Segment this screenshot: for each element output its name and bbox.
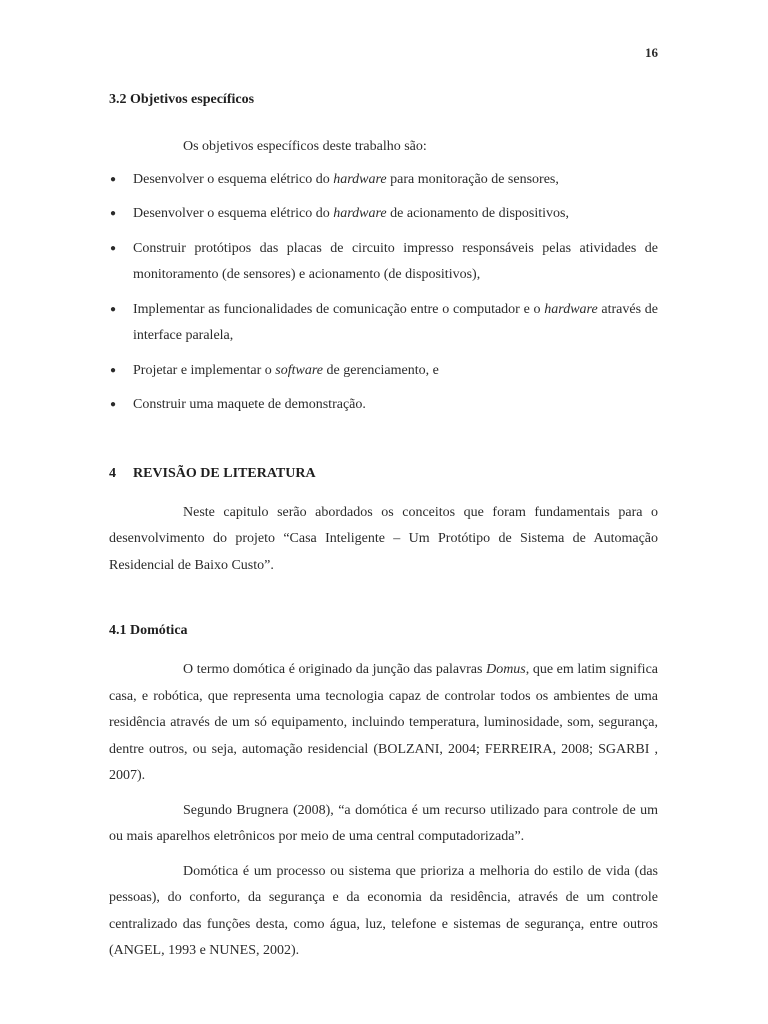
objetivo-item: ● Construir protótipos das placas de circuito impresso responsáveis pelas atividades de monitoramento (de sensores) e acionamento (de dispositivos),	[109, 236, 658, 289]
bullet-icon: ●	[110, 303, 117, 315]
bullet-icon: ●	[110, 364, 117, 376]
bullet-icon: ●	[110, 242, 117, 254]
domotica-paragraph-3: Domótica é um processo ou sistema que prioriza a melhoria do estilo de vida (das pessoas), do conforto, da segurança e da economia da residência, através de um controle centralizado das funções desta, como água, luz, telefone e sistemas de segurança, entre outros (ANGEL, 1993 e NUNES, 2002).	[109, 863, 658, 958]
objetivo-item: ● Projetar e implementar o software de gerenciamento, e	[109, 358, 658, 385]
heading-revisao-literatura: 4 REVISÃO DE LITERATURA	[109, 465, 316, 481]
bullet-icon: ●	[110, 173, 117, 185]
domotica-paragraph-2: Segundo Brugnera (2008), “a domótica é um recurso utilizado para controle de um ou mais aparelhos eletrônicos por meio de uma central computadorizada”.	[109, 802, 658, 844]
revisao-paragraph: Neste capitulo serão abordados os conceitos que foram fundamentais para o desenvolvimento do projeto “Casa Inteligente – Um Protótipo de Sistema de Automação Residencial de Baixo Custo”.	[109, 504, 658, 573]
page-number: 16	[645, 45, 658, 60]
bullet-icon: ●	[110, 208, 117, 219]
page-content	[109, 92, 658, 965]
heading-domotica: 4.1 Domótica	[109, 623, 188, 638]
objetivos-list	[109, 167, 658, 419]
bullet-icon: ●	[110, 399, 117, 410]
section-number: 4	[109, 465, 116, 481]
objetivos-intro: Os objetivos específicos deste trabalho são:	[183, 139, 427, 154]
domotica-paragraph-1: O termo domótica é originado da junção das palavras Domus, que em latim significa casa, e robótica, que representa uma tecnologia capaz de controlar todos os ambientes de uma residência através de um só equipamento, incluindo temperatura, luminosidade, som, segurança, dentre outros, ou seja, automação residencial (BOLZANI, 2004; FERREIRA, 2008; SGARBI , 2007).	[109, 662, 658, 783]
objetivo-item: ● Construir uma maquete de demonstração.	[109, 392, 658, 419]
objetivo-item: ● Desenvolver o esquema elétrico do hardware para monitoração de sensores,	[109, 167, 658, 194]
objetivo-item: ● Implementar as funcionalidades de comunicação entre o computador e o hardware através de interface paralela,	[109, 297, 658, 350]
heading-objetivos-especificos: 3.2 Objetivos específicos	[109, 92, 255, 107]
objetivo-item: ● Desenvolver o esquema elétrico do hardware de acionamento de dispositivos,	[109, 201, 658, 228]
